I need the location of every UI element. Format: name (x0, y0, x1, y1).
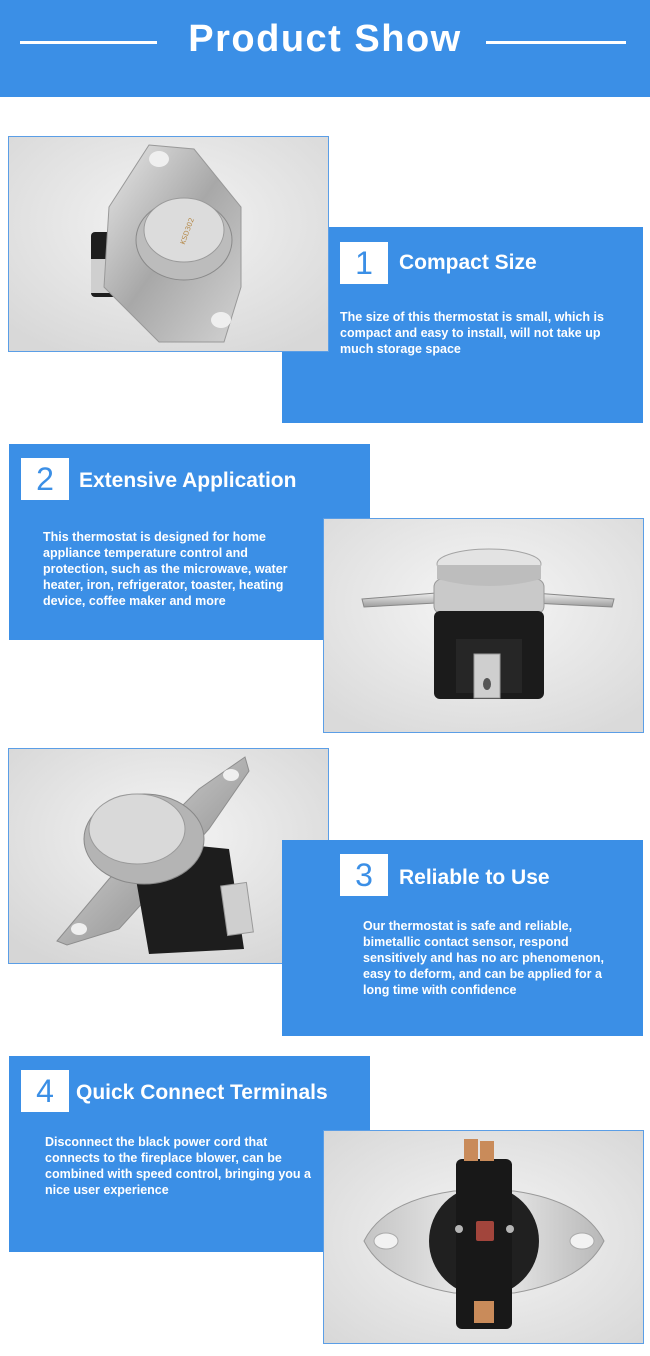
feature-description: Disconnect the black power cord that connects to the fireplace blower, can be combined with speed control, bringing you a nice user experience (45, 1135, 311, 1197)
thermostat-image (324, 1131, 643, 1343)
feature-card-2 (9, 444, 370, 640)
feature-title: Reliable to Use (399, 866, 550, 889)
thermostat-image (324, 519, 643, 732)
product-photo-2 (323, 518, 644, 733)
thermostat-image (9, 137, 328, 351)
feature-description: Our thermostat is safe and reliable, bimetallic contact sensor, respond sensitively and has no arc phenomenon, easy to deform, and can be applied for a long time with confidence (363, 919, 605, 997)
feature-description: The size of this thermostat is small, which is compact and easy to install, will not take up much storage space (340, 310, 604, 356)
thermostat-image (9, 749, 328, 963)
feature-description: This thermostat is designed for home appliance temperature control and protection, such as the microwave, water heater, iron, refrigerator, toaster, heating device, coffee maker and more (43, 530, 288, 608)
feature-number-badge: 2 (21, 458, 69, 500)
feature-card-3 (282, 840, 643, 1036)
product-photo-3 (8, 748, 329, 964)
page-title: Product Show (188, 18, 462, 60)
feature-number-badge: 3 (340, 854, 388, 896)
svg-text:KSD302: KSD302 (178, 216, 196, 246)
feature-title: Extensive Application (79, 469, 297, 492)
header-banner (0, 0, 650, 97)
banner-right-line (486, 41, 626, 44)
feature-number-badge: 1 (340, 242, 388, 284)
feature-card-4 (9, 1056, 370, 1252)
feature-card-1 (282, 227, 643, 423)
feature-number-badge: 4 (21, 1070, 69, 1112)
product-photo-1 (8, 136, 329, 352)
product-photo-4 (323, 1130, 644, 1344)
feature-title: Compact Size (399, 251, 537, 274)
feature-title: Quick Connect Terminals (76, 1081, 328, 1104)
